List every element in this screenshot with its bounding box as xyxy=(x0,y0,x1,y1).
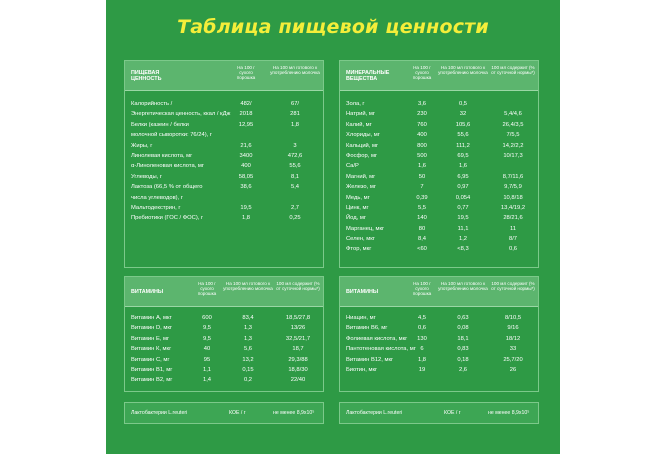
table-row xyxy=(340,161,538,171)
cell-name: Железо, мг xyxy=(346,184,376,191)
table-row xyxy=(340,203,538,213)
cell-name: Цинк, мг xyxy=(346,204,369,211)
cell-name: Марганец, мкг xyxy=(346,225,385,232)
table-row xyxy=(340,355,538,365)
cell-percent: 7/5,5 xyxy=(506,132,520,139)
cell-milk: 105,6 xyxy=(455,121,471,128)
cell-powder: 58,05 xyxy=(238,173,254,180)
lactobacteria-2-value: не менее 8,9x10⁵ xyxy=(488,410,530,416)
table-row xyxy=(340,334,538,344)
cell-percent: 22/40 xyxy=(290,377,306,384)
minerals-col-milk: На 100 мл готового к употреблению молочка xyxy=(438,65,488,76)
cell-percent: 9/16 xyxy=(507,325,519,332)
cell-milk: 5,6 xyxy=(243,346,253,353)
table-row xyxy=(125,375,323,385)
table-row xyxy=(125,109,323,119)
cell-milk: 2,6 xyxy=(458,366,468,373)
cell-name: Натрий, мг xyxy=(346,111,375,118)
vitamins-1-rows xyxy=(125,313,323,386)
cell-milk: <8,3 xyxy=(457,246,469,253)
cell-powder: 7 xyxy=(420,184,424,191)
cell-percent: 18,5/27,8 xyxy=(285,315,311,321)
cell-milk: 18,1 xyxy=(457,335,469,342)
table-row xyxy=(125,344,323,354)
cell-milk: 0,18 xyxy=(457,356,469,363)
vitamins-2-col-milk: На 100 мл готового к употреблению молочка xyxy=(438,281,488,292)
table-row xyxy=(340,109,538,119)
cell-name: Пребиотики (ГОС / ФОС), г xyxy=(131,215,204,222)
cell-name: Углеводы, г xyxy=(131,173,163,180)
table-row xyxy=(125,334,323,344)
cell-milk: 5,4 xyxy=(290,184,300,191)
table-row xyxy=(125,365,323,375)
table-row xyxy=(125,203,323,213)
cell-percent: 0,6 xyxy=(508,246,518,253)
nutrition-rows xyxy=(125,99,323,224)
cell-name: Фтор, мкг xyxy=(346,246,372,253)
cell-percent: 32,5/21,7 xyxy=(285,335,311,342)
cell-milk: 281 xyxy=(290,111,300,118)
cell-powder: 6 xyxy=(420,346,424,353)
minerals-panel xyxy=(339,60,539,268)
table-row xyxy=(340,244,538,254)
cell-milk: 472,6 xyxy=(287,152,303,159)
cell-milk: 1,6 xyxy=(458,163,468,170)
table-row xyxy=(125,130,323,140)
cell-name: Энергетическая ценность, ккал / кДж xyxy=(131,111,231,118)
cell-percent: 14,2/2,2 xyxy=(502,142,524,149)
cell-percent: 25,7/20 xyxy=(503,356,523,363)
cell-name: Калорийность / xyxy=(131,101,173,107)
table-row xyxy=(340,130,538,140)
cell-percent: 29,3/88 xyxy=(288,356,308,363)
nutrition-col-name: ПИЩЕВАЯ ЦЕННОСТЬ xyxy=(131,70,162,82)
table-row xyxy=(125,323,323,333)
table-row xyxy=(340,313,538,323)
cell-name: Белки (казеин / белки xyxy=(131,121,189,128)
table-row xyxy=(125,193,323,203)
cell-milk: 0,5 xyxy=(458,101,468,107)
cell-name: Ca/P xyxy=(346,163,359,170)
cell-powder: 21,6 xyxy=(240,142,252,149)
cell-milk: 55,6 xyxy=(457,132,469,139)
cell-milk: 19,5 xyxy=(457,215,469,222)
table-row xyxy=(340,234,538,244)
table-row xyxy=(340,323,538,333)
cell-name: Магний, мг xyxy=(346,173,376,180)
cell-name: Хлориды, мг xyxy=(346,132,380,139)
cell-powder: 140 xyxy=(417,215,427,222)
cell-name: Фолиевая кислота, мкг xyxy=(346,335,408,342)
table-row xyxy=(340,120,538,130)
cell-percent: 26 xyxy=(509,366,517,373)
vitamins-1-col-percent: 100 мл содержит (% от суточной нормы*) xyxy=(276,281,320,292)
cell-milk: 1,3 xyxy=(243,325,253,332)
cell-powder: 760 xyxy=(417,121,427,128)
cell-name: Витамин В6, мг xyxy=(346,325,388,332)
cell-powder: 9,5 xyxy=(202,325,212,332)
table-row xyxy=(340,213,538,223)
cell-milk: 0,054 xyxy=(455,194,471,201)
cell-name: Мальтодекстрин, г xyxy=(131,204,181,211)
cell-name: Лактоза (66,5 % от общего xyxy=(131,184,203,191)
cell-powder: 230 xyxy=(417,111,427,118)
minerals-panel-header xyxy=(340,61,538,91)
cell-name: Витамин В2, мг xyxy=(131,377,173,384)
table-row xyxy=(340,172,538,182)
cell-powder: 12,95 xyxy=(238,121,254,128)
table-row xyxy=(340,344,538,354)
nutrition-panel-header xyxy=(125,61,323,91)
cell-name: Медь, мг xyxy=(346,194,370,201)
table-row xyxy=(125,313,323,323)
cell-milk: 1,3 xyxy=(243,335,253,342)
lactobacteria-row-1 xyxy=(124,402,324,424)
cell-name: Витамин D, мкг xyxy=(131,325,172,332)
cell-powder: 50 xyxy=(418,173,426,180)
cell-milk: 32 xyxy=(459,111,467,118)
table-row xyxy=(340,99,538,109)
cell-milk: 1,8 xyxy=(290,121,300,128)
cell-milk: 0,63 xyxy=(457,315,469,321)
vitamins-panel-2-header xyxy=(340,277,538,307)
table-row xyxy=(125,161,323,171)
vitamins-2-col-name: ВИТАМИНЫ xyxy=(346,289,379,295)
cell-powder: 1,8 xyxy=(241,215,251,222)
cell-powder: 3400 xyxy=(239,152,253,159)
cell-percent: 9,7/5,9 xyxy=(504,184,522,191)
cell-milk: 0,15 xyxy=(242,366,254,373)
cell-name: Витамин К, мкг xyxy=(131,346,172,353)
cell-powder: 400 xyxy=(241,163,251,170)
vitamins-1-col-name: ВИТАМИНЫ xyxy=(131,289,164,295)
cell-milk: 67/ xyxy=(290,101,300,107)
cell-name: Витамин Е, мг xyxy=(131,335,170,342)
vitamins-2-col-powder: На 100 г сухого порошка xyxy=(412,281,432,297)
cell-percent: 13/26 xyxy=(290,325,306,332)
lactobacteria-1-value: не менее 8,9x10⁵ xyxy=(273,410,315,416)
cell-percent: 33 xyxy=(509,346,517,353)
cell-percent: 13,4/19,2 xyxy=(500,204,526,211)
cell-powder: 3,6 xyxy=(417,101,427,107)
cell-powder: 5,5 xyxy=(417,204,427,211)
table-row xyxy=(125,355,323,365)
cell-percent: 18/12 xyxy=(505,335,521,342)
cell-powder: 38,6 xyxy=(240,184,252,191)
cell-milk: 55,6 xyxy=(289,163,301,170)
table-row xyxy=(340,365,538,375)
table-row xyxy=(340,151,538,161)
lactobacteria-row-2 xyxy=(339,402,539,424)
cell-name: Калий, мг xyxy=(346,121,372,128)
cell-powder: 400 xyxy=(417,132,427,139)
minerals-col-name: МИНЕРАЛЬНЫЕ ВЕЩЕСТВА xyxy=(346,70,390,82)
cell-name: Биотин, мкг xyxy=(346,366,378,373)
cell-powder: 0,39 xyxy=(416,194,428,201)
minerals-col-powder: На 100 г сухого порошка xyxy=(412,65,432,81)
cell-name: Ниацин, мг xyxy=(346,315,376,321)
lactobacteria-2-name: Лактобактерии L.reuteri xyxy=(346,410,403,416)
cell-powder: 80 xyxy=(418,225,426,232)
cell-percent: 10,8/18 xyxy=(503,194,523,201)
cell-milk: 0,25 xyxy=(289,215,301,222)
cell-percent: 10/17,3 xyxy=(503,152,523,159)
nutrition-col-powder: На 100 г сухого порошка xyxy=(236,65,256,81)
cell-powder: 8,4 xyxy=(417,236,427,243)
cell-name: Кальций, мг xyxy=(346,142,379,149)
nutrition-panel xyxy=(124,60,324,268)
minerals-rows xyxy=(340,99,538,255)
vitamins-2-col-percent: 100 мл содержит (% от суточной нормы*) xyxy=(491,281,535,292)
cell-percent: 5,4/4,6 xyxy=(504,111,522,118)
cell-percent: 8,7/11,6 xyxy=(502,173,524,180)
cell-milk: 3 xyxy=(293,142,297,149)
cell-name: Витамин А, мкг xyxy=(131,315,172,321)
cell-name: Витамин В12, мкг xyxy=(346,356,394,363)
cell-powder: 1,1 xyxy=(202,366,212,373)
cell-milk: 0,97 xyxy=(457,184,469,191)
vitamins-2-rows xyxy=(340,313,538,375)
table-row xyxy=(340,141,538,151)
nutrition-board xyxy=(106,0,560,454)
cell-milk: 11,1 xyxy=(457,225,469,232)
cell-name: Жиры, г xyxy=(131,142,153,149)
cell-milk: 1,2 xyxy=(458,236,468,243)
lactobacteria-2-unit: КОЕ / г xyxy=(444,410,461,416)
vitamins-1-col-milk: На 100 мл готового к употреблению молочка xyxy=(223,281,273,292)
cell-milk: 69,5 xyxy=(457,152,469,159)
cell-milk: 2,7 xyxy=(290,204,300,211)
cell-name: Селен, мкг xyxy=(346,236,375,243)
cell-milk: 8,1 xyxy=(290,173,300,180)
table-row xyxy=(125,172,323,182)
page-title: Таблица пищевой ценности xyxy=(177,16,489,38)
cell-powder: 130 xyxy=(417,335,427,342)
cell-name: Пантотеновая кислота, мг xyxy=(346,346,416,353)
cell-powder: 500 xyxy=(417,152,427,159)
cell-powder: 482/ xyxy=(240,101,252,107)
cell-milk: 0,2 xyxy=(243,377,253,384)
cell-percent: 8/10,5 xyxy=(504,315,522,321)
cell-percent: 26,4/3,5 xyxy=(502,121,524,128)
cell-percent: 11 xyxy=(509,225,517,232)
cell-name: молочной сыворотки: 76/24), г xyxy=(131,132,212,139)
cell-percent: 8/7 xyxy=(508,236,518,243)
table-row xyxy=(125,213,323,223)
cell-milk: 83,4 xyxy=(242,315,254,321)
vitamins-1-col-powder: На 100 г сухого порошка xyxy=(197,281,217,297)
lactobacteria-1-name: Лактобактерии L.reuteri xyxy=(131,410,188,416)
cell-milk: 0,08 xyxy=(457,325,469,332)
table-row xyxy=(340,193,538,203)
minerals-col-percent: 100 мл содержит (% от суточной нормы*) xyxy=(491,65,535,76)
cell-powder: 800 xyxy=(417,142,427,149)
table-row xyxy=(340,224,538,234)
cell-name: α-Линоленовая кислота, мг xyxy=(131,163,204,170)
cell-percent: 18,7 xyxy=(292,346,304,353)
cell-name: Витамин С, мг xyxy=(131,356,170,363)
cell-name: Линолевая кислота, мг xyxy=(131,152,193,159)
cell-powder: 95 xyxy=(203,356,211,363)
cell-name: Зола, г xyxy=(346,101,365,107)
nutrition-col-milk: На 100 мл готового к употреблению молочка xyxy=(270,65,320,76)
cell-name: Йод, мг xyxy=(346,215,366,222)
vitamins-panel-2 xyxy=(339,276,539,392)
table-row xyxy=(125,141,323,151)
cell-powder: 9,5 xyxy=(202,335,212,342)
cell-powder: 40 xyxy=(203,346,211,353)
vitamins-panel-1 xyxy=(124,276,324,392)
cell-powder: 19,5 xyxy=(240,204,252,211)
cell-powder: 1,4 xyxy=(202,377,212,384)
cell-powder: 0,6 xyxy=(417,325,427,332)
cell-name: Витамин В1, мг xyxy=(131,366,173,373)
cell-powder: 600 xyxy=(202,315,212,321)
cell-powder: 19 xyxy=(418,366,426,373)
table-row xyxy=(125,151,323,161)
lactobacteria-1-unit: КОЕ / г xyxy=(229,410,246,416)
cell-powder: 4,5 xyxy=(417,315,427,321)
cell-percent: 18,8/30 xyxy=(288,366,308,373)
cell-milk: 111,2 xyxy=(456,142,470,149)
cell-powder: 2018 xyxy=(239,111,253,118)
cell-milk: 0,83 xyxy=(457,346,469,353)
vitamins-panel-1-header xyxy=(125,277,323,307)
cell-percent: 28/21,6 xyxy=(503,215,523,222)
cell-powder: <60 xyxy=(417,246,427,253)
table-row xyxy=(125,120,323,130)
cell-name: числа углеводов), г xyxy=(131,194,183,201)
cell-milk: 0,77 xyxy=(457,204,469,211)
table-row xyxy=(125,182,323,192)
cell-powder: 1,8 xyxy=(417,356,427,363)
cell-milk: 6,95 xyxy=(457,173,469,180)
table-row xyxy=(125,99,323,109)
cell-name: Фосфор, мг xyxy=(346,152,378,159)
table-row xyxy=(340,182,538,192)
cell-milk: 13,2 xyxy=(242,356,254,363)
cell-powder: 1,6 xyxy=(417,163,427,170)
